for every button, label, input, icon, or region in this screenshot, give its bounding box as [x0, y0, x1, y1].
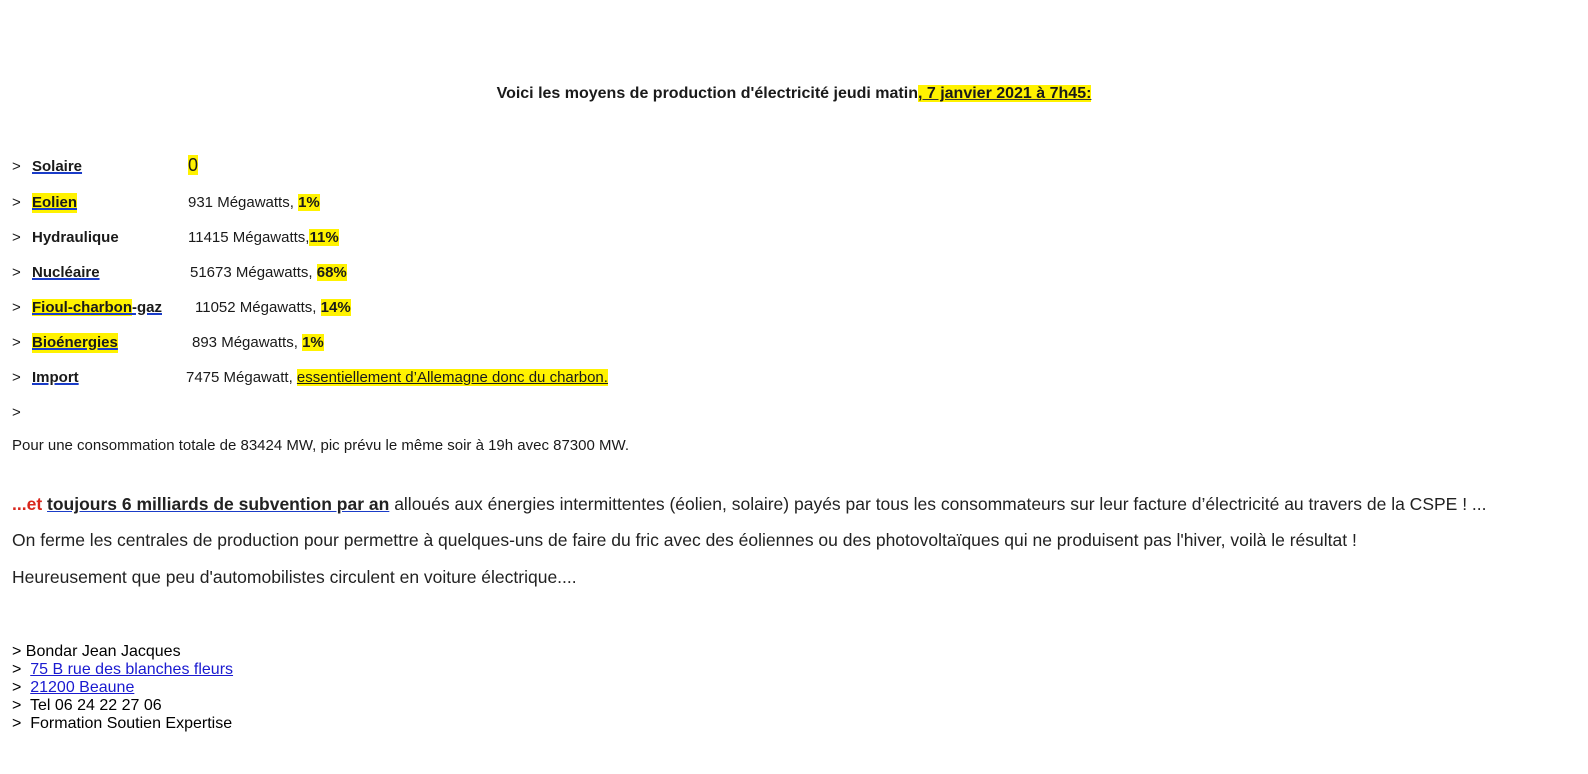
signature-name-line: [12, 643, 233, 661]
row-prefix: >: [12, 229, 21, 246]
signature-street-line: [12, 661, 233, 679]
source-value-import: 7475 Mégawatt,: [186, 369, 297, 386]
signature-phone-line: [12, 697, 233, 715]
source-value-bioenergies: 893 Mégawatts,: [192, 334, 303, 351]
source-pct-hydraulique: 11%: [309, 229, 339, 246]
paragraph-rest: alloués aux énergies intermittentes (éolien, solaire) payés par tous les consommateurs sur leur facture d’électricité au travers de la CSPE ! ...: [389, 494, 1487, 514]
title-date: , 7 janvier 2021 à 7h45:: [917, 85, 1092, 102]
sig-prefix: >: [12, 679, 22, 696]
paragraph-cars: Heureusement que peu d'automobilistes circulent en voiture électrique....: [12, 567, 577, 587]
row-prefix: >: [12, 264, 21, 281]
source-name-bioenergies[interactable]: Bioénergies: [32, 334, 118, 351]
paragraph-lead: ...et: [12, 494, 43, 514]
source-name-import[interactable]: Import: [32, 369, 79, 386]
sig-prefix: >: [12, 697, 22, 714]
source-value-nucleaire: 51673 Mégawatts,: [190, 264, 317, 281]
source-name-solaire[interactable]: Solaire: [32, 158, 83, 175]
source-name-fioul-suffix: -gaz: [132, 299, 162, 316]
source-value-solaire: 0: [188, 155, 199, 175]
row-prefix: >: [12, 404, 21, 421]
signature-phone: Tel 06 24 22 27 06: [29, 697, 162, 714]
row-prefix: >: [12, 194, 21, 211]
page-title: [0, 85, 1588, 103]
source-pct-nucleaire: 68%: [316, 264, 347, 281]
source-value-fioul: 11052 Mégawatts,: [195, 299, 321, 316]
sig-prefix: >: [12, 661, 22, 678]
source-name-fioul-main: Fioul-charbon: [32, 299, 132, 316]
paragraph-emphasis: toujours 6 milliards de subvention par an: [47, 494, 390, 514]
row-prefix: >: [12, 158, 21, 175]
row-prefix: >: [12, 369, 21, 386]
signature-city-link[interactable]: 21200 Beaune: [30, 679, 135, 696]
signature-org: Formation Soutien Expertise: [30, 715, 233, 732]
row-prefix: >: [12, 299, 21, 316]
source-pct-fioul: 14%: [320, 299, 351, 316]
signature-street-link[interactable]: 75 B rue des blanches fleurs: [30, 661, 234, 678]
source-name-eolien[interactable]: Eolien: [32, 194, 78, 211]
row-prefix: >: [12, 334, 21, 351]
signature-org-line: [12, 715, 233, 733]
title-main: Voici les moyens de production d'électricité jeudi matin: [496, 85, 918, 102]
signature-name: Bondar Jean Jacques: [25, 643, 181, 660]
total-consumption: Pour une consommation totale de 83424 MW, pic prévu le même soir à 19h avec 87300 MW.: [12, 437, 629, 454]
signature-city-line: [12, 679, 233, 697]
source-pct-bioenergies: 1%: [302, 334, 324, 351]
source-name-hydraulique: Hydraulique: [32, 229, 119, 246]
paragraph-plants: On ferme les centrales de production pour permettre à quelques-uns de faire du fric avec des éoliennes ou des photovoltaïques qui ne produisent pas l'hiver, voilà le résultat !: [12, 530, 1357, 550]
source-pct-eolien: 1%: [298, 194, 320, 211]
paragraph-subsidy: [12, 494, 1487, 515]
source-name-fioul[interactable]: [32, 298, 162, 318]
source-value-eolien: 931 Mégawatts,: [188, 194, 299, 211]
sig-prefix: >: [12, 715, 22, 732]
source-name-nucleaire[interactable]: Nucléaire: [32, 264, 100, 281]
signature: [12, 643, 233, 733]
sig-prefix: >: [12, 643, 22, 660]
source-value-hydraulique: 11415 Mégawatts,: [188, 229, 310, 246]
source-note-import: essentiellement d’Allemagne donc du charbon.: [296, 369, 608, 386]
